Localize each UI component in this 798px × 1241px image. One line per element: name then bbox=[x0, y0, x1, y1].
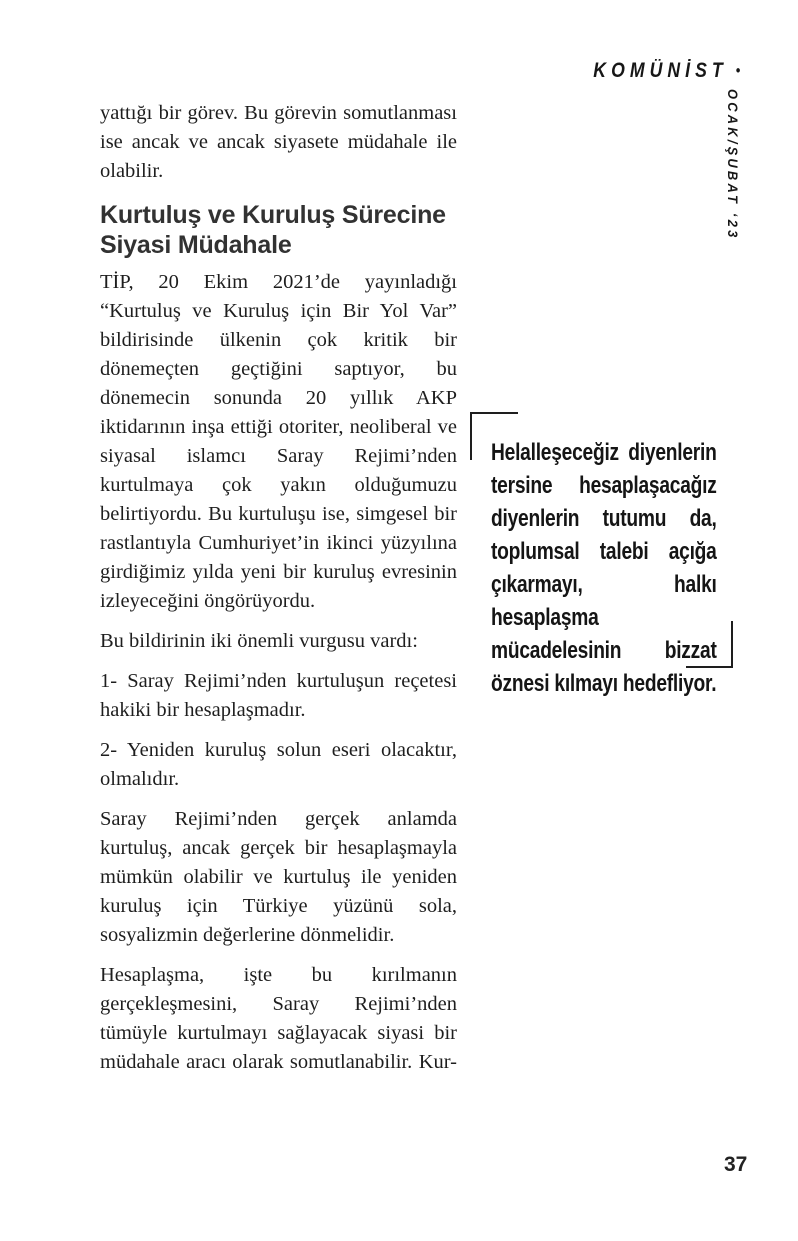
body-paragraph: TİP, 20 Ekim 2021’de yayınladığı “Kurtuluş ve Kuruluş için Bir Yol Var” bildirisinde ülkenin çok kritik bir dönemeçten geçtiğini saptıyor, bu dönemecin sonunda 20 yıllık AKP iktidarının inşa ettiği otoriter, neoliberal ve siyasal islamcı Saray Rejimi’nden kurtulmaya çok yakın olduğumuzu belirtiyordu. Bu kurtuluşu ise, simgesel bir rastlantıyla Cumhuriyet’in ikinci yüzyılına girdiğimiz yılda yeni bir kuruluş evresinin izleyeceğini öngörüyordu. bbox=[100, 271, 457, 612]
section-heading: Kurtuluş ve Kuruluş Sürecine Siyasi Müdahale bbox=[100, 201, 446, 259]
body-paragraph: 1- Saray Rejimi’nden kurtuluşun reçetesi hakiki bir hesaplaşmadır. bbox=[100, 670, 457, 721]
body-paragraph: 2- Yeniden kuruluş solun eseri olacaktır, olmalıdır. bbox=[100, 739, 457, 790]
bullet-icon: • bbox=[734, 62, 742, 80]
body-paragraph: Saray Rejimi’nden gerçek anlamda kurtuluş, ancak gerçek bir hesaplaşmayla mümkün olabilir ve kurtuluş ile yeniden kuruluş için Türkiye yüzünü sola, sosyalizmin değerlerine dönmelidir. bbox=[100, 808, 457, 946]
journal-title: KOMÜNİST bbox=[593, 59, 728, 82]
pull-quote-bracket-bottom bbox=[686, 621, 733, 668]
pull-quote: Helalleşeceğiz diyenlerin tersine hesaplaşacağız diyenlerin tutumu da, toplumsal talebi açığa çıkarmayı, halkı hesaplaşma mücadelesinin bizzat öznesi kılmayı hedefliyor. bbox=[491, 439, 717, 697]
issue-date-vertical: OCAK/ŞUBAT ‘23 bbox=[725, 89, 741, 241]
page-number: 37 bbox=[724, 1153, 748, 1176]
body-paragraph: Hesaplaşma, işte bu kırılmanın gerçekleşmesini, Saray Rejimi’nden tümüyle kurtulmayı sağlayacak siyasi bir müdahale aracı olarak somutlanabilir. Kur- bbox=[100, 964, 457, 1073]
lead-paragraph: yattığı bir görev. Bu görevin somutlanması ise ancak ve ancak siyasete müdahale ile olabilir. bbox=[100, 102, 457, 182]
body-paragraph: Bu bildirinin iki önemli vurgusu vardı: bbox=[100, 630, 418, 652]
article-column bbox=[100, 99, 457, 1088]
masthead bbox=[593, 59, 742, 83]
